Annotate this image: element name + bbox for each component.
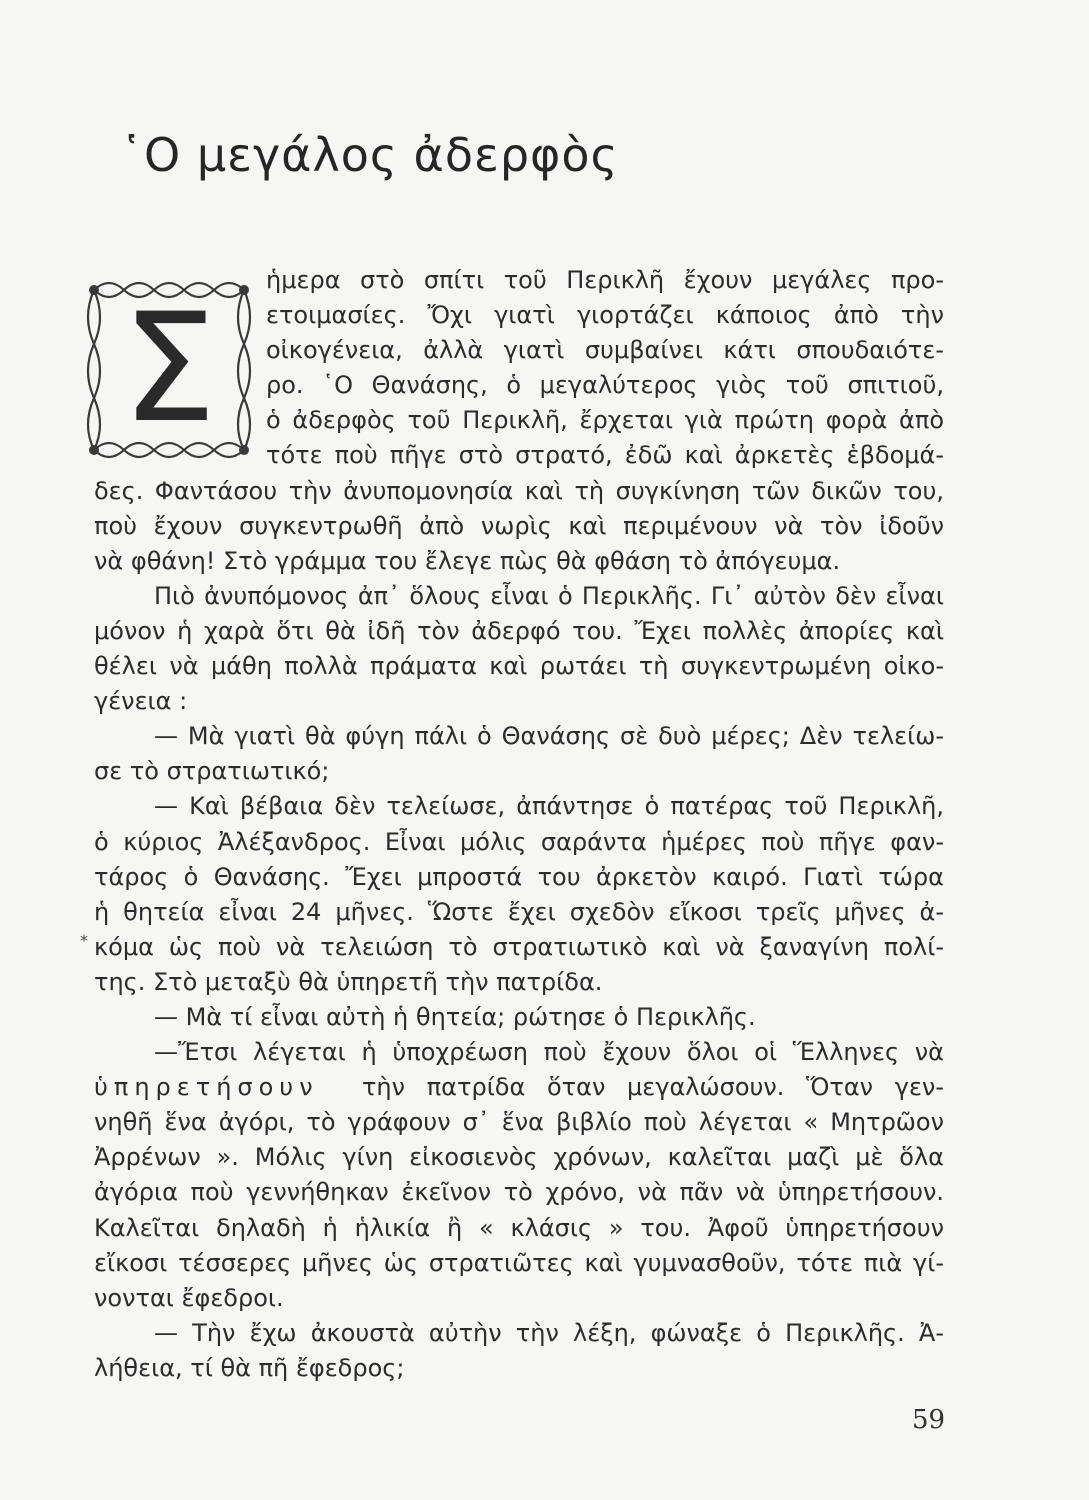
dropcap-letter: Σ xyxy=(121,282,217,456)
text-line: ετοιμασίες. Ὄχι γιατὶ γιορτάζει κάποιος ἀπὸ τὴν xyxy=(266,301,944,330)
text-line: τάρος ὁ Θανάσης. Ἔχει μπροστά του ἀρκετὸν καιρό. Γιατὶ τώρα xyxy=(94,862,944,891)
body-text xyxy=(94,263,944,1386)
text-line: γένεια : xyxy=(94,687,188,716)
text-line: εἴκοσι τέσσερες μῆνες ὡς στρατιῶτες καὶ γυμνασθοῦν, τότε πιὰ γί- xyxy=(94,1248,944,1277)
text-line: νὰ φθάνη! Στὸ γράμμα του ἔλεγε πὼς θὰ φθάση τὸ ἀπόγευμα. xyxy=(94,546,841,575)
margin-mark: * xyxy=(80,931,88,950)
text-line: δες. Φαντάσου τὴν ἀνυπομονησία καὶ τὴ συγκίνηση τῶν δικῶν του, xyxy=(94,476,944,505)
text-line: ὁ ἀδερφὸς τοῦ Περικλῆ, ἔρχεται γιὰ πρώτη φορὰ ἀπὸ xyxy=(266,406,944,435)
text-line xyxy=(94,1070,944,1105)
text-line: Καλεῖται δηλαδὴ ἡ ἡλικία ἢ « κλάσις » του. Ἀφοῦ ὑπηρετήσουν xyxy=(94,1213,944,1242)
spaced-emphasis: ὑπηρετήσουν xyxy=(94,1073,319,1102)
text-line: μόνον ἡ χαρὰ ὅτι θὰ ἰδῆ τὸν ἀδερφό του. Ἔχει πολλὲς ἀπορίες καὶ xyxy=(94,616,944,645)
text-line: της. Στὸ μεταξὺ θὰ ὑπηρετῆ τὴν πατρίδα. xyxy=(94,967,603,996)
text-line: — Μὰ τί εἶναι αὐτὴ ἡ θητεία; ρώτησε ὁ Περικλῆς. xyxy=(154,1002,756,1031)
text-line: νονται ἔφεδροι. xyxy=(94,1283,284,1312)
text-line: ποὺ ἔχουν συγκεντρωθῆ ἀπὸ νωρὶς καὶ περιμένουν νὰ τὸν ἰδοῦν xyxy=(94,511,944,540)
text-line: κόμα ὡς ποὺ νὰ τελειώση τὸ στρατιωτικὸ καὶ νὰ ξαναγίνη πολί- xyxy=(94,932,944,961)
text-line-rest: τὴν πατρίδα ὅταν μεγαλώσουν. Ὅταν γεν- xyxy=(361,1073,944,1102)
text-line: ἡμερα στὸ σπίτι τοῦ Περικλῆ ἔχουν μεγάλες προ- xyxy=(266,266,944,294)
text-line: — Τὴν ἔχω ἀκουστὰ αὐτὴν τὴν λέξη, φώναξε ὁ Περικλῆς. Ἀ- xyxy=(154,1318,944,1347)
text-line: —Ἔτσι λέγεται ἡ ὑποχρέωση ποὺ ἔχουν ὅλοι οἱ Ἕλληνες νὰ xyxy=(154,1038,944,1067)
text-line: θέλει νὰ μάθη πολλὰ πράματα καὶ ρωτάει τὴ συγκεντρωμένη οἰκο- xyxy=(94,652,944,681)
text-line: ἡ θητεία εἶναι 24 μῆνες. Ὥστε ἔχει σχεδὸν εἴκοσι τρεῖς μῆνες ἀ- xyxy=(94,897,944,926)
text-line: λήθεια, τί θὰ πῆ ἔφεδρος; xyxy=(94,1353,405,1382)
text-line: οἰκογένεια, ἀλλὰ γιατὶ συμβαίνει κάτι σπουδαιότε- xyxy=(266,336,944,365)
text-line: — Μὰ γιατὶ θὰ φύγη πάλι ὁ Θανάσης σὲ δυὸ μέρες; Δὲν τελείω- xyxy=(154,722,944,751)
text-line: — Καὶ βέβαια δὲν τελείωσε, ἀπάντησε ὁ πατέρας τοῦ Περικλῆ, xyxy=(154,792,944,821)
text-line: ρο. ῾Ο Θανάσης, ὁ μεγαλύτερος γιὸς τοῦ σπιτιοῦ, xyxy=(266,371,944,400)
chapter-title: ῾Ο μεγάλος ἀδερφὸς xyxy=(120,128,619,182)
text-line: ὁ κύριος Ἀλέξανδρος. Εἶναι μόλις σαράντα ἡμέρες ποὺ πῆγε φαν- xyxy=(94,827,944,856)
text-line: Ἀρρένων ». Μόλις γίνη εἰκοσιενὸς χρόνων, καλεῖται μαζὶ μὲ ὅλα xyxy=(94,1143,944,1172)
text-line: τότε ποὺ πῆγε στὸ στρατό, ἐδῶ καὶ ἀρκετὲς ἑβδομά- xyxy=(266,441,944,470)
text-line: σε τὸ στρατιωτικό; xyxy=(94,757,330,786)
page-number: 59 xyxy=(912,1405,946,1435)
text-line: νηθῆ ἕνα ἀγόρι, τὸ γράφουν σ᾽ ἕνα βιβλίο ποὺ λέγεται « Μητρῶον xyxy=(94,1108,944,1137)
text-line: ἀγόρια ποὺ γεννήθηκαν ἐκεῖνον τὸ χρόνο, νὰ πᾶν νὰ ὑπηρετήσουν. xyxy=(94,1178,944,1207)
text-line: Πιὸ ἀνυπόμονος ἀπ᾽ ὅλους εἶναι ὁ Περικλῆς. Γι᾽ αὐτὸν δὲν εἶναι xyxy=(154,581,944,610)
